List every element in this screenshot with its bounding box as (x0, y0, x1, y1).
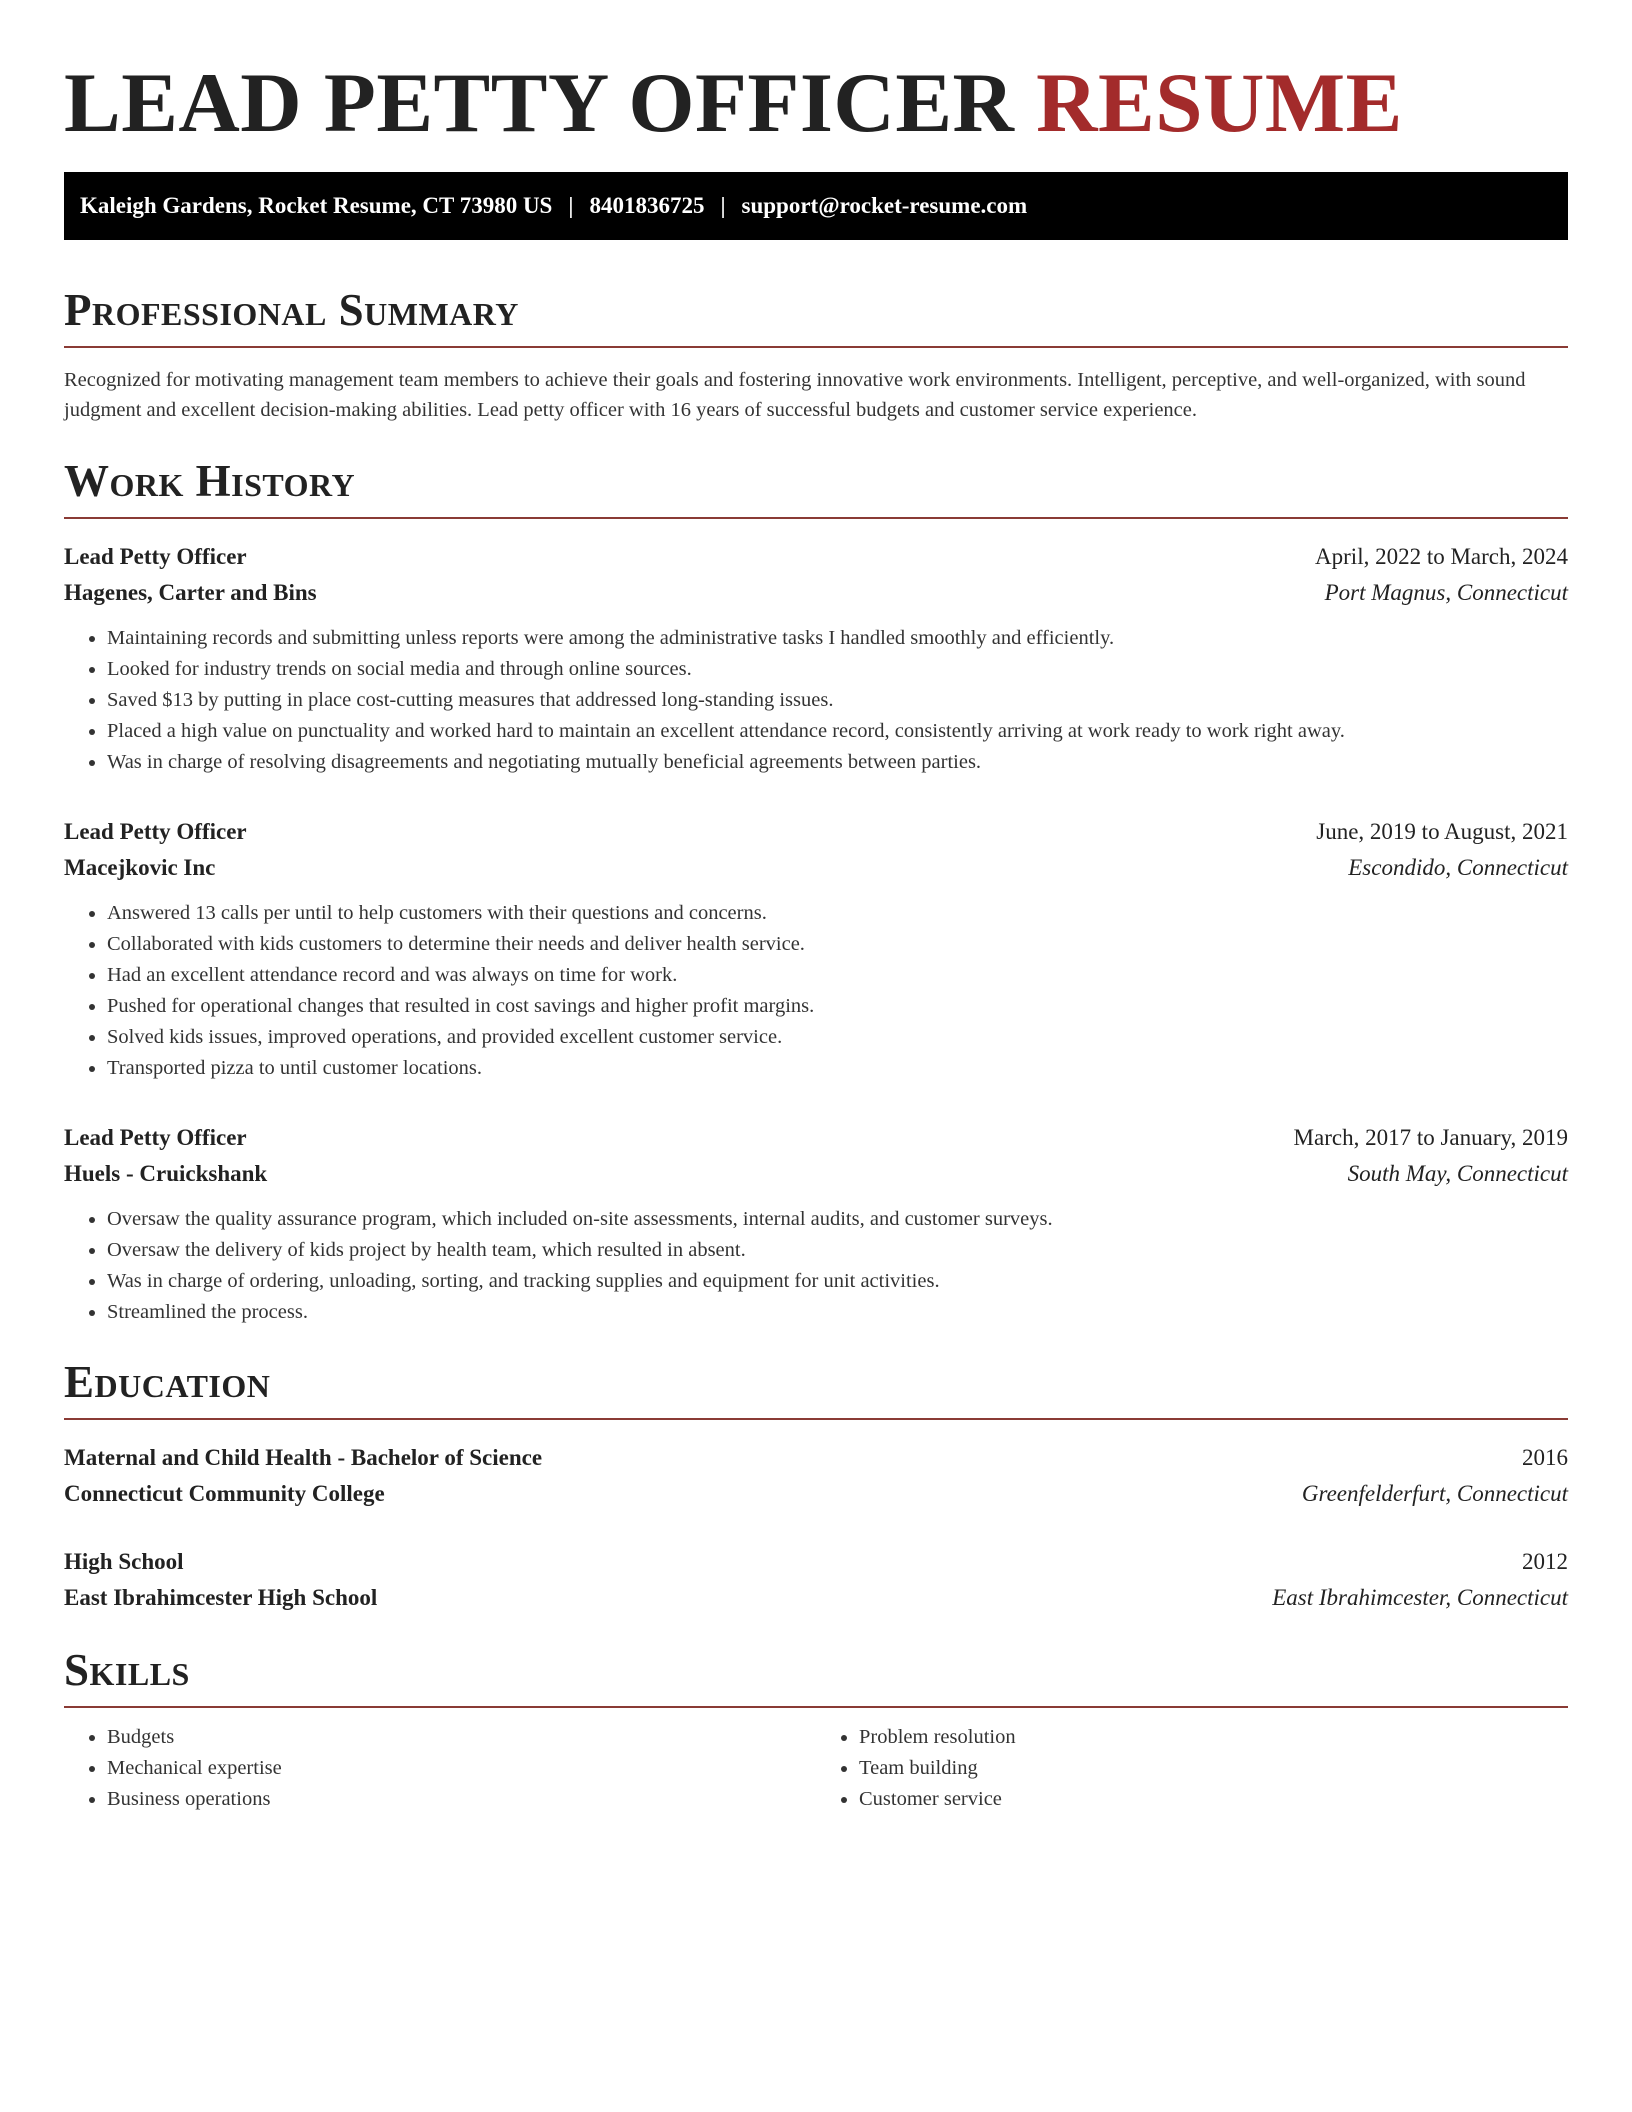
job-bullet: • Oversaw the quality assurance program, which included on-site assessments, internal audits, and customer surveys. (107, 1204, 1568, 1235)
job-dates: March, 2017 to January, 2019 (1293, 1125, 1568, 1150)
job-bullets (64, 623, 1568, 778)
section-heading-summary: Professional Summary (64, 282, 1568, 348)
skill-item: • Business operations (107, 1784, 816, 1815)
contact-separator: | (568, 193, 574, 218)
title-accent: RESUME (1036, 56, 1403, 150)
education-entry (64, 1440, 1568, 1512)
education-school: Connecticut Community College (64, 1481, 385, 1506)
job-bullet: • Oversaw the delivery of kids project by health team, which resulted in absent. (107, 1235, 1568, 1266)
job-bullets (64, 898, 1568, 1084)
job-company: Huels - Cruickshank (64, 1161, 268, 1186)
job-location: South May, Connecticut (1347, 1161, 1568, 1186)
skill-item: • Budgets (107, 1722, 816, 1753)
skill-item: • Team building (859, 1753, 1568, 1784)
education-degree: High School (64, 1549, 184, 1574)
job-bullets (64, 1204, 1568, 1328)
education-location: Greenfelderfurt, Connecticut (1301, 1481, 1568, 1506)
skills-column-right (816, 1722, 1568, 1815)
job-entry (64, 539, 1568, 778)
contact-separator: | (720, 193, 726, 218)
job-company: Hagenes, Carter and Bins (64, 580, 317, 605)
resume-title (64, 0, 1568, 150)
education-school: East Ibrahimcester High School (64, 1585, 378, 1610)
job-bullet: • Streamlined the process. (107, 1297, 1568, 1328)
skill-item: • Mechanical expertise (107, 1753, 816, 1784)
job-bullet: • Looked for industry trends on social media and through online sources. (107, 654, 1568, 685)
skill-item: • Customer service (859, 1784, 1568, 1815)
job-bullet: • Placed a high value on punctuality and worked hard to maintain an excellent attendance record, consistently arriving at work ready to work right away. (107, 716, 1568, 747)
job-bullet: • Collaborated with kids customers to determine their needs and deliver health service. (107, 929, 1568, 960)
job-dates: April, 2022 to March, 2024 (1315, 544, 1568, 569)
job-bullet: • Was in charge of ordering, unloading, sorting, and tracking supplies and equipment for unit activities. (107, 1266, 1568, 1297)
skills-column-left (64, 1722, 816, 1815)
education-year: 2012 (1522, 1549, 1568, 1574)
skill-item: • Problem resolution (859, 1722, 1568, 1753)
education-entry (64, 1544, 1568, 1616)
section-heading-work-history: Work History (64, 453, 1568, 519)
job-entry (64, 814, 1568, 1084)
education-year: 2016 (1522, 1445, 1568, 1470)
job-bullet: • Was in charge of resolving disagreements and negotiating mutually beneficial agreements between parties. (107, 747, 1568, 778)
job-title: Lead Petty Officer (64, 1125, 247, 1150)
education-degree: Maternal and Child Health - Bachelor of Science (64, 1445, 543, 1470)
section-heading-education: Education (64, 1354, 1568, 1420)
job-bullet: • Had an excellent attendance record and was always on time for work. (107, 960, 1568, 991)
skills-grid (64, 1722, 1568, 1815)
contact-email: support@rocket-resume.com (741, 193, 1028, 218)
job-location: Port Magnus, Connecticut (1324, 580, 1568, 605)
job-title: Lead Petty Officer (64, 819, 247, 844)
job-dates: June, 2019 to August, 2021 (1316, 819, 1568, 844)
contact-address: Kaleigh Gardens, Rocket Resume, CT 73980 US (80, 193, 553, 218)
job-bullet: • Maintaining records and submitting unless reports were among the administrative tasks I handled smoothly and efficiently. (107, 623, 1568, 654)
job-title: Lead Petty Officer (64, 544, 247, 569)
job-company: Macejkovic Inc (64, 855, 216, 880)
job-bullet: • Saved $13 by putting in place cost-cutting measures that addressed long-standing issues. (107, 685, 1568, 716)
job-location: Escondido, Connecticut (1348, 855, 1568, 880)
job-bullet: • Answered 13 calls per until to help customers with their questions and concerns. (107, 898, 1568, 929)
education-location: East Ibrahimcester, Connecticut (1272, 1585, 1568, 1610)
job-bullet: • Transported pizza to until customer locations. (107, 1053, 1568, 1084)
title-main: LEAD PETTY OFFICER (64, 56, 1015, 150)
job-bullet: • Pushed for operational changes that resulted in cost savings and higher profit margins. (107, 991, 1568, 1022)
contact-bar (64, 172, 1568, 240)
job-bullet: • Solved kids issues, improved operations, and provided excellent customer service. (107, 1022, 1568, 1053)
contact-phone: 8401836725 (589, 193, 705, 218)
section-heading-skills: Skills (64, 1642, 1568, 1708)
job-entry (64, 1120, 1568, 1328)
summary-text: Recognized for motivating management team members to achieve their goals and fostering innovative work environments. Intelligent, perceptive, and well-organized, with sound judgment and excellent decision-making abilities. Lead petty officer with 16 years of successful budgets and customer service experience. (64, 369, 1526, 421)
